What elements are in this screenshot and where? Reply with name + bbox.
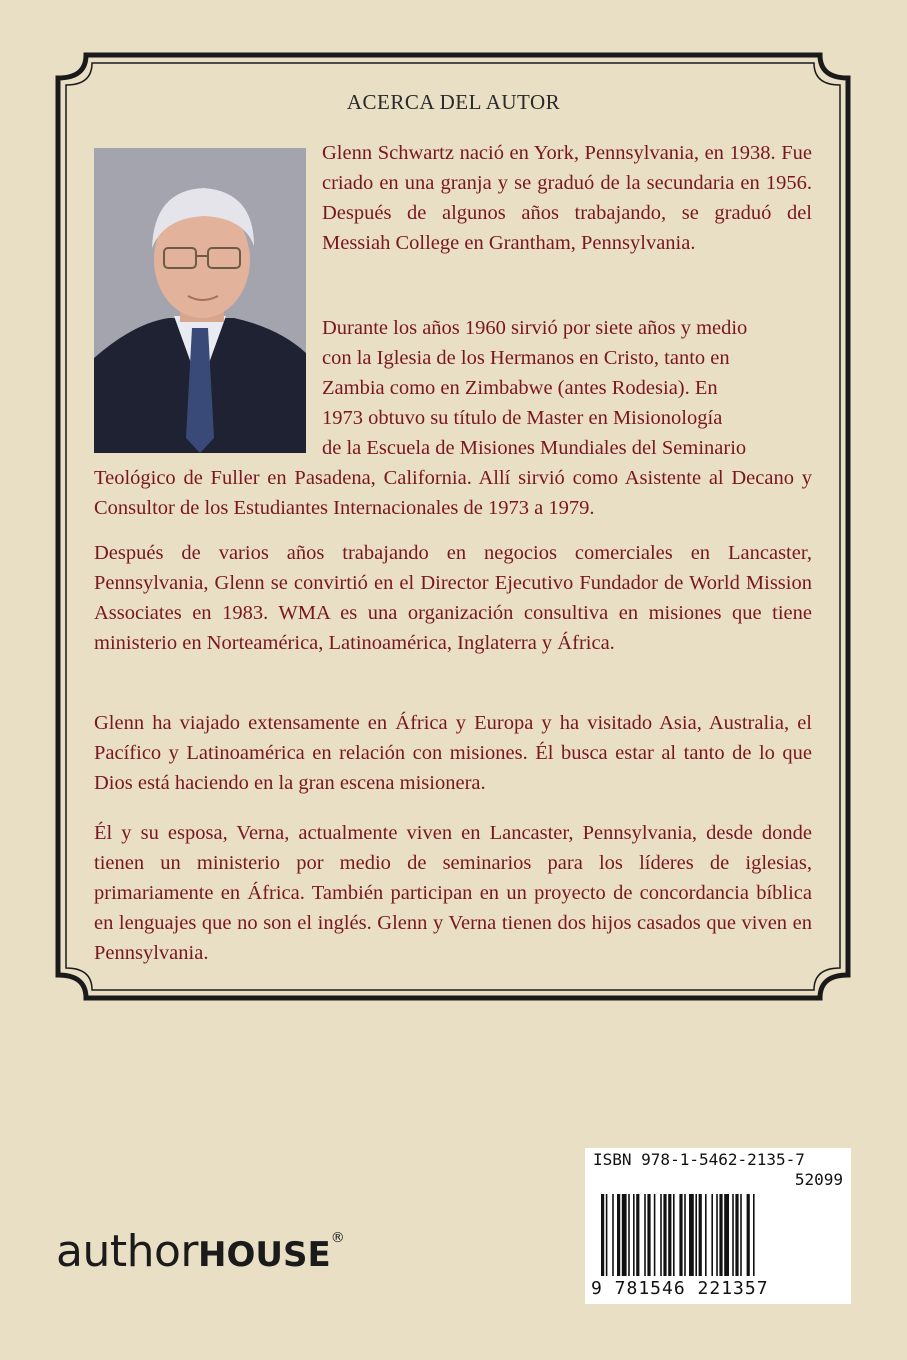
barcode-bar xyxy=(732,1194,734,1276)
barcode-bar xyxy=(705,1194,707,1276)
barcode-bar xyxy=(699,1194,702,1276)
barcode-bar xyxy=(695,1194,697,1276)
barcode-bar xyxy=(724,1194,729,1276)
publisher-name-lower: author xyxy=(56,1226,198,1277)
barcode-bar xyxy=(679,1194,682,1276)
isbn-barcode xyxy=(585,1148,851,1304)
barcode-bar xyxy=(673,1194,675,1276)
paragraph-service-rest: Teológico de Fuller en Pasadena, California. Allí sirvió como Asistente al Decano y Consultor de los Estudiantes Internacionales de 1973 a 1979. xyxy=(94,467,812,519)
page-title: ACERCA DEL AUTOR xyxy=(346,90,561,114)
paragraph-wma: Después de varios años trabajando en negocios comerciales en Lancaster, Pennsylvania, Glenn se convirtió en el Director Ejecutivo Fundador de World Mission Associates en 1983. WMA es una organización consultiva en misiones que tiene ministerio en Norteamérica, Latinoamérica, Inglaterra y África. xyxy=(94,542,812,654)
barcode-bar xyxy=(636,1194,639,1276)
barcode-bar xyxy=(716,1194,718,1276)
paragraph-service-line-2: con la Iglesia de los Hermanos en Cristo, tanto en xyxy=(322,347,730,369)
barcode-bar xyxy=(647,1194,650,1276)
paragraph-birth: Glenn Schwartz nació en York, Pennsylvania, en 1938. Fue criado en una granja y se graduó de la secundaria en 1956. Después de algunos años trabajando, se graduó del Messiah College en Grantham, Pennsylvania. xyxy=(322,142,812,254)
registered-mark: ® xyxy=(330,1230,345,1246)
paragraph-service-line-1: Durante los años 1960 sirvió por siete años y medio xyxy=(322,317,748,339)
barcode-bar xyxy=(668,1194,671,1276)
barcode-bar xyxy=(654,1194,656,1276)
barcode-bar xyxy=(612,1194,614,1276)
paragraph-service-line-3: Zambia como en Zimbabwe (antes Rodesia). En xyxy=(322,377,718,399)
barcode-bar xyxy=(663,1194,666,1276)
barcode-bar xyxy=(633,1194,635,1276)
barcode-bar xyxy=(606,1194,608,1276)
barcode-bar xyxy=(644,1194,646,1276)
barcode-bar xyxy=(735,1194,738,1276)
barcode-bar xyxy=(622,1194,627,1276)
barcode-bar xyxy=(719,1194,722,1276)
barcode-bar xyxy=(660,1194,662,1276)
paragraph-service xyxy=(94,313,812,523)
ean-number: 9 781546 221357 xyxy=(591,1278,769,1299)
barcode-bar xyxy=(601,1194,604,1276)
barcode-bar xyxy=(628,1194,630,1276)
barcode-bar xyxy=(711,1194,713,1276)
barcode-bar xyxy=(684,1194,686,1276)
price-code: 52099 xyxy=(794,1170,843,1189)
barcode-bar xyxy=(747,1194,750,1276)
barcode-bar xyxy=(740,1194,742,1276)
publisher-logo xyxy=(56,1226,344,1277)
publisher-name-upper: HOUSE xyxy=(198,1235,331,1275)
paragraph-service-line-4: 1973 obtuvo su título de Master en Misionología xyxy=(322,407,723,429)
barcode-bar xyxy=(753,1194,755,1276)
paragraph-family: Él y su esposa, Verna, actualmente viven en Lancaster, Pennsylvania, desde donde tienen un ministerio por medio de seminarios para los líderes de iglesias, primariamente en África. También participan en un proyecto de concordancia bíblica en lenguajes que no son el inglés. Glenn y Verna tienen dos hijos casados que viven en Pennsylvania. xyxy=(94,822,812,964)
isbn-number: ISBN 978-1-5462-2135-7 xyxy=(593,1150,805,1169)
paragraph-travel: Glenn ha viajado extensamente en África y Europa y ha visitado Asia, Australia, el Pacífico y Latinoamérica en relación con misiones. Él busca estar al tanto de lo que Dios está haciendo en la gran escena misionera. xyxy=(94,712,812,794)
barcode-bar xyxy=(689,1194,694,1276)
barcode-bar xyxy=(617,1194,620,1276)
paragraph-service-line-5: de la Escuela de Misiones Mundiales del Seminario xyxy=(322,437,747,459)
